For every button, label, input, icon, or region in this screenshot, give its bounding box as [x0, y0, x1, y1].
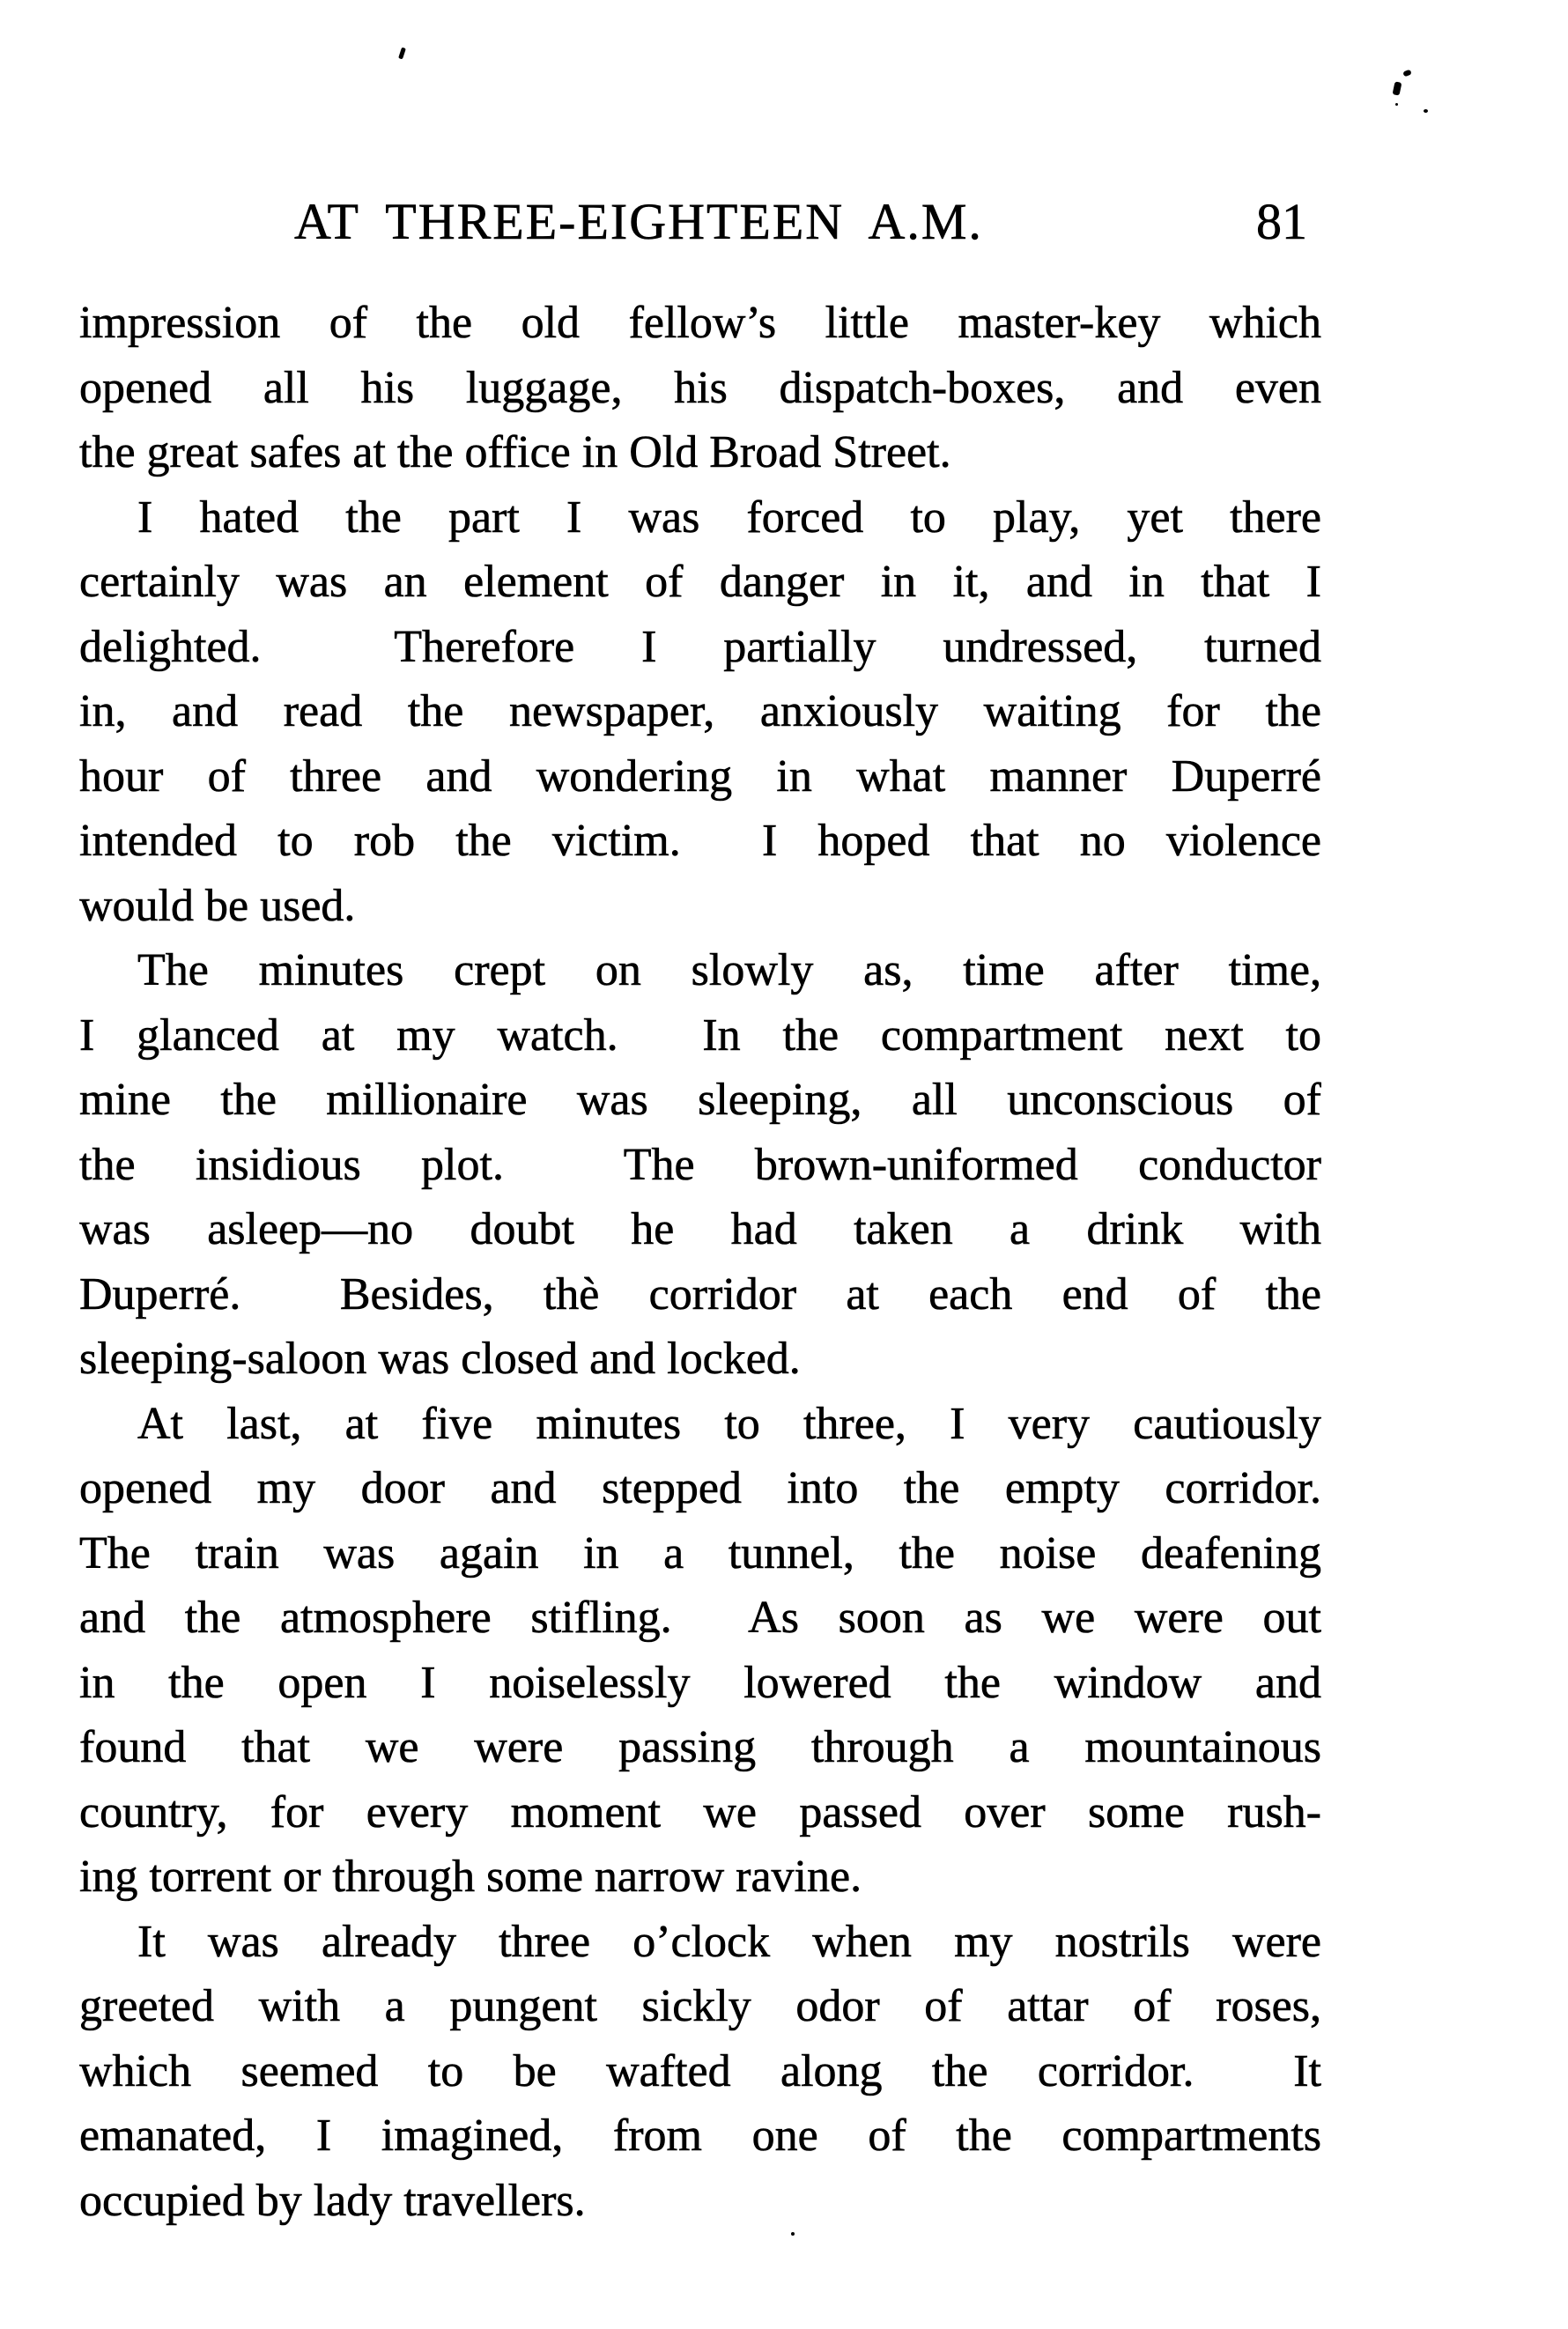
text-line: mine the millionaire was sleeping, all unconscious of	[79, 1075, 1321, 1125]
text-line: found that we were passing through a mountainous	[79, 1722, 1321, 1772]
ink-speck	[791, 2232, 795, 2236]
text-line: was asleep—no doubt he had taken a drink with	[79, 1204, 1321, 1254]
text-line: delighted. Therefore I partially undressed, turned	[79, 621, 1321, 672]
ink-speck	[1424, 109, 1428, 113]
text-line: I glanced at my watch. In the compartment next to	[79, 1009, 1321, 1061]
page-number: 81	[1256, 193, 1307, 250]
text-line: and the atmosphere stifling. As soon as we were out	[79, 1593, 1321, 1643]
ink-speck	[398, 48, 406, 60]
text-line: sleeping-saloon was closed and locked.	[79, 1334, 801, 1384]
text-line: intended to rob the victim. I hoped that no violence	[79, 816, 1321, 866]
running-header	[79, 194, 1321, 250]
text-line: opened my door and stepped into the empty corridor.	[79, 1463, 1321, 1513]
text-line: hour of three and wondering in what manner Duperré	[79, 750, 1321, 802]
ink-speck	[1402, 70, 1412, 78]
text-line: It was already three o’clock when my nostrils were	[137, 1916, 1321, 1967]
text-line: would be used.	[79, 880, 356, 931]
text-line: Duperré. Besides, thè corridor at each end of the	[79, 1268, 1321, 1320]
text-line: emanated, I imagined, from one of the compartments	[79, 2111, 1321, 2161]
text-line: which seemed to be wafted along the corridor. It	[79, 2045, 1321, 2096]
text-line: I hated the part I was forced to play, yet there	[137, 492, 1321, 543]
text-line: The train was again in a tunnel, the noise deafening	[79, 1527, 1321, 1579]
text-line: in, and read the newspaper, anxiously waiting for the	[79, 686, 1321, 736]
page-header-title: AT THREE-EIGHTEEN A.M.	[294, 193, 983, 250]
text-line: The minutes crept on slowly as, time after time,	[137, 945, 1321, 995]
body-text	[79, 291, 1321, 2233]
text-line: At last, at five minutes to three, I very cautiously	[137, 1398, 1321, 1449]
ink-speck	[1393, 81, 1402, 95]
text-line: greeted with a pungent sickly odor of attar of roses,	[79, 1981, 1321, 2031]
text-line: country, for every moment we passed over some rush-	[79, 1786, 1321, 1837]
text-line: the great safes at the office in Old Broad Street.	[79, 427, 951, 477]
ink-speck	[1395, 103, 1398, 106]
text-line: impression of the old fellow’s little master-key which	[79, 298, 1321, 348]
text-line: certainly was an element of danger in it, and in that I	[79, 557, 1321, 607]
text-line: in the open I noiselessly lowered the window and	[79, 1657, 1321, 1708]
text-line: ing torrent or through some narrow ravine.	[79, 1852, 862, 1902]
text-line: occupied by lady travellers.	[79, 2175, 586, 2226]
text-line: opened all his luggage, his dispatch-boxes, and even	[79, 362, 1321, 413]
text-line: the insidious plot. The brown-uniformed conductor	[79, 1139, 1321, 1190]
